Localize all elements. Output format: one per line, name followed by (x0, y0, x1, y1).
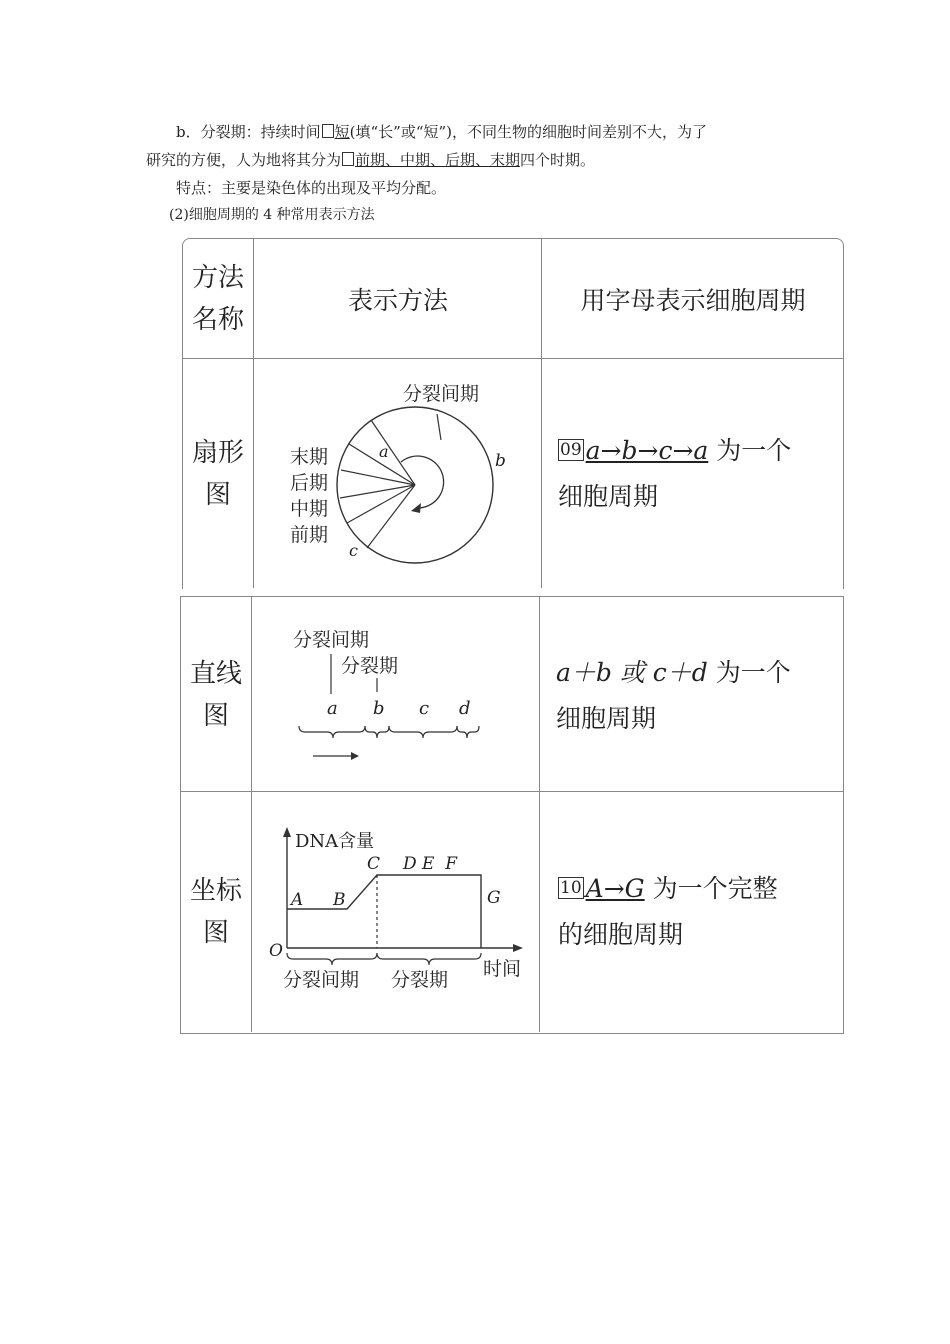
label-c: c (419, 698, 430, 719)
col-divider (251, 596, 252, 1032)
point-A: A (291, 890, 304, 910)
interphase-pointer (437, 414, 441, 440)
col-divider (539, 596, 540, 1032)
label-metaphase: 中期 (290, 498, 329, 520)
row-sector-name (183, 360, 253, 588)
brace-interphase (287, 953, 377, 965)
label-a: a (327, 698, 338, 719)
sector-formula-suffix: 为一个 (708, 436, 792, 465)
label-a: a (379, 442, 389, 461)
row-line-name-line2: 图 (202, 700, 229, 731)
brace-b (365, 726, 389, 738)
label-anaphase: 后期 (290, 472, 329, 494)
brace-a (299, 726, 365, 738)
intro-line-1-start: b．分裂期：持续时间 (176, 123, 321, 141)
coordinate-formula-suffix: 为一个完整 (644, 874, 778, 903)
label-telophase: 末期 (290, 446, 329, 468)
origin-label: O (269, 941, 283, 961)
answer-number-box: 10 (560, 878, 582, 898)
row-divider (180, 791, 844, 792)
point-C: C (367, 854, 381, 874)
row-sector-name-line1: 扇形 (191, 438, 244, 468)
y-axis-label: DNA含量 (295, 831, 375, 852)
line-diagram (253, 598, 539, 791)
intro-line-2 (146, 150, 595, 170)
row-coordinate-name-line1: 坐标 (189, 876, 242, 906)
label-mitosis: 分裂期 (341, 655, 399, 677)
label-interphase: 分裂间期 (293, 629, 370, 651)
answer-number-box: 09 (560, 440, 582, 460)
row-line-name-line1: 直线 (189, 658, 242, 689)
row-sector-notation (558, 428, 791, 520)
answer-duration: 短 (334, 123, 350, 141)
line-formula: a＋b 或 c＋d (556, 658, 708, 687)
dna-curve (287, 875, 481, 948)
sector-radius (367, 485, 415, 548)
label-prophase: 前期 (290, 524, 329, 546)
sector-formula: a→b→c→a (585, 436, 709, 465)
arrow-head (351, 752, 359, 760)
answer-phases: 前期、中期、后期、末期 (355, 151, 521, 169)
row-line-name (181, 598, 251, 791)
point-B: B (333, 890, 346, 910)
coordinate-diagram (253, 793, 539, 1031)
coordinate-formula: A→G (585, 874, 645, 903)
point-G: G (487, 888, 501, 908)
label-d: d (459, 698, 471, 719)
cycle-arrow (401, 456, 444, 508)
header-col1-line2: 名称 (191, 305, 244, 335)
intro-line-1-end: (填“长”或“短”)，不同生物的细胞时间差别不大，为了 (349, 123, 708, 141)
col-divider (541, 238, 542, 588)
sector-diagram (255, 360, 541, 588)
header-representation: 表示方法 (347, 286, 448, 315)
x-axis-label: 时间 (483, 958, 522, 980)
label-interphase: 分裂间期 (403, 383, 480, 405)
header-col1-line1: 方法 (191, 263, 244, 293)
coordinate-notation-line2: 的细胞周期 (558, 920, 684, 949)
label-c: c (349, 541, 358, 560)
label-b: b (373, 698, 385, 719)
intro-line-2-start: 研究的方便，人为地将其分为 (146, 151, 342, 169)
row-line-notation (556, 650, 791, 742)
header-method-name (183, 240, 253, 358)
answer-box (322, 124, 334, 138)
y-axis-arrow (283, 827, 291, 837)
brace-mitosis (377, 953, 481, 965)
points-DEF: D E F (403, 854, 458, 874)
line-notation-line2: 细胞周期 (556, 704, 657, 733)
row-coordinate-name-line2: 图 (202, 918, 229, 948)
row-coordinate-name (181, 793, 251, 1031)
label-interphase: 分裂间期 (283, 969, 360, 991)
intro-line-3: 特点：主要是染色体的出现及平均分配。 (176, 179, 447, 197)
row-sector-name-line2: 图 (204, 480, 231, 510)
sector-notation-line2: 细胞周期 (558, 482, 659, 511)
arrow-head (411, 503, 421, 513)
answer-box (342, 152, 354, 166)
row-coordinate-notation (558, 866, 778, 958)
line-formula-suffix: 为一个 (707, 658, 791, 687)
intro-line-2-end: 四个时期。 (520, 151, 596, 169)
label-mitosis: 分裂期 (391, 969, 449, 991)
section-heading: (2)细胞周期的 4 种常用表示方法 (169, 207, 375, 223)
row-divider (182, 358, 844, 359)
label-b: b (495, 451, 506, 471)
col-divider (253, 238, 254, 588)
sector-radius (371, 420, 415, 485)
x-axis-arrow (513, 944, 523, 952)
brace-c (389, 726, 457, 738)
brace-d (457, 726, 479, 738)
intro-line-1 (176, 122, 707, 142)
header-letter-notation: 用字母表示细胞周期 (580, 286, 806, 315)
